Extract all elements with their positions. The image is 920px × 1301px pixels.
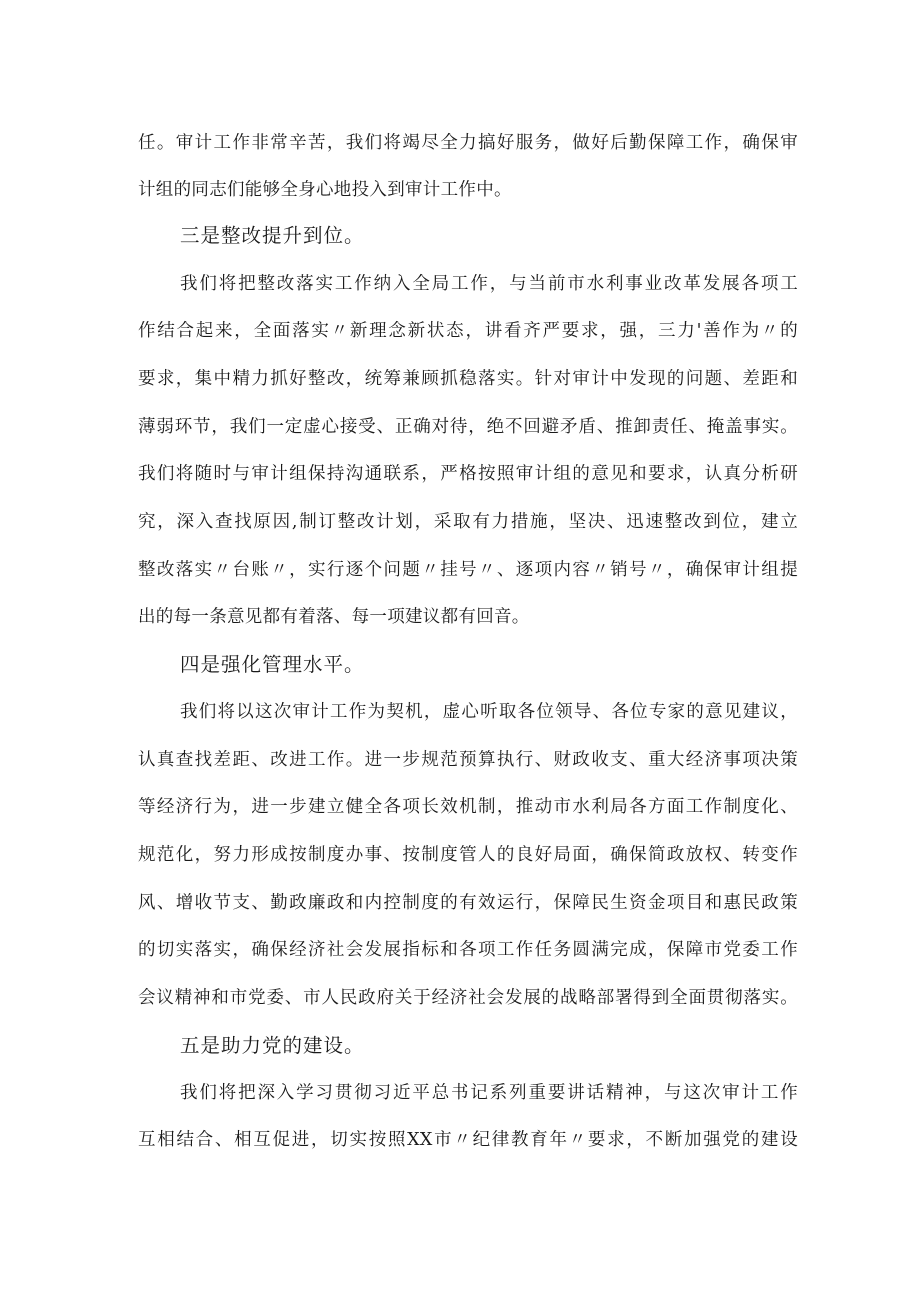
section-heading: 五是助力党的建设。: [180, 1034, 365, 1057]
body-line: 任。审计工作非常辛苦，我们将竭尽全力搞好服务，做好后勤保障工作，确保审: [138, 133, 798, 153]
body-line: 会议精神和市党委、市人民政府关于经济社会发展的战略部署得到全面贯彻落实。: [138, 988, 798, 1008]
section-heading: 三是整改提升到位。: [180, 224, 365, 247]
body-line: 计组的同志们能够全身心地投入到审计工作中。: [138, 180, 512, 200]
body-line: 究，深入查找原因,制订整改计划，采取有力措施，坚决、迅速整改到位，建立: [138, 512, 798, 532]
body-line: 我们将把整改落实工作纳入全局工作，与当前市水利事业改革发展各项工: [180, 274, 798, 294]
body-line: 作结合起来，全面落实〃新理念新状态，讲看齐严要求，强，三力'善作为〃的: [138, 321, 798, 341]
body-line: 等经济行为，进一步建立健全各项长效机制，推动市水利局各方面工作制度化、: [138, 797, 798, 817]
body-line: 整改落实〃台账〃，实行逐个问题〃挂号〃、逐项内容〃销号〃，确保审计组提: [138, 560, 798, 580]
body-line: 认真查找差距、改进工作。进一步规范预算执行、财政收支、重大经济事项决策: [138, 750, 798, 770]
body-line: 我们将随时与审计组保持沟通联系，严格按照审计组的意见和要求，认真分析研: [138, 464, 798, 484]
body-line: 我们将把深入学习贯彻习近平总书记系列重要讲话精神，与这次审计工作: [180, 1083, 798, 1103]
section-heading: 四是强化管理水平。: [180, 653, 365, 676]
body-line: 互相结合、相互促进，切实按照XX市〃纪律教育年〃要求，不断加强党的建设: [138, 1130, 798, 1150]
body-line: 风、增收节支、勤政廉政和内控制度的有效运行，保障民生资金项目和惠民政策: [138, 893, 798, 913]
body-line: 出的每一条意见都有着落、每一项建议都有回音。: [138, 607, 530, 627]
body-line: 的切实落实，确保经济社会发展指标和各项工作任务圆满完成，保障市党委工作: [138, 940, 798, 960]
body-line: 规范化，努力形成按制度办事、按制度管人的良好局面，确保简政放权、转变作: [138, 845, 798, 865]
body-line: 薄弱环节，我们一定虚心接受、正确对待，绝不回避矛盾、推卸责任、掩盖事实。: [138, 417, 798, 437]
body-line: 要求，集中精力抓好整改，统筹兼顾抓稳落实。针对审计中发现的问题、差距和: [138, 369, 798, 389]
body-line: 我们将以这次审计工作为契机，虚心听取各位领导、各位专家的意见建议，: [180, 702, 798, 722]
